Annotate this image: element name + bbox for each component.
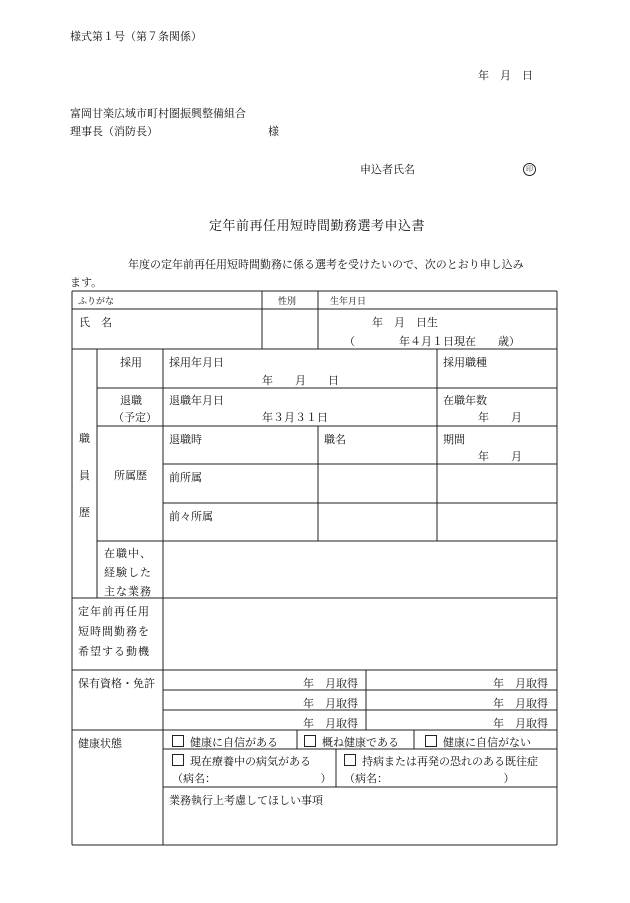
tenure-label: 在職年数	[443, 394, 487, 407]
career-label-3: 歴	[79, 506, 90, 519]
gender-label: 性別	[278, 297, 297, 307]
license-acq-3r: 年 月取得	[493, 717, 548, 730]
seal-mark: 印	[523, 161, 536, 176]
furigana-label: ふりがな	[78, 297, 115, 307]
disease-name-right: （病名： ）	[344, 772, 515, 785]
at-retire-label: 退職時	[169, 433, 202, 446]
retire-date-label: 退職年月日	[169, 394, 224, 407]
sama-suffix: 様	[268, 125, 279, 138]
checkbox-icon[interactable]	[425, 735, 437, 747]
hire-type-label: 採用職種	[443, 356, 487, 369]
duties-line-2: 経験した	[104, 566, 152, 579]
addressee: 理事長（消防長）	[70, 125, 158, 138]
health-option-not-confident-label: 健康に自信がない	[443, 736, 531, 749]
motive-line-1: 定年前再任用	[78, 605, 150, 618]
retire-date-value: 年３月３１日	[262, 411, 328, 424]
health-option-not-confident[interactable]	[425, 734, 531, 750]
prev2-affiliation-label: 前々所属	[169, 510, 213, 523]
health-option-under-treatment[interactable]	[172, 753, 311, 769]
form-number: 様式第１号（第７条関係）	[70, 30, 202, 43]
birth-date-value: 年 月 日生	[372, 316, 438, 329]
duties-line-1: 在職中、	[104, 547, 152, 560]
health-option-under-treatment-label: 現在療養中の病気がある	[190, 755, 311, 768]
checkbox-icon[interactable]	[172, 754, 184, 766]
hire-label: 採用	[120, 356, 142, 369]
health-option-mostly[interactable]	[304, 734, 399, 750]
motive-line-3: 希望する動機	[78, 645, 150, 658]
organization-name: 富岡甘楽広域市町村圏振興整備組合	[70, 107, 246, 120]
age-as-of: （ 年４月１日現在 歳）	[344, 335, 520, 348]
intro-line-1: 年度の定年前再任用短時間勤務に係る選考を受けたいので、次のとおり申し込み	[128, 258, 524, 271]
page-title: 定年前再任用短時間勤務選考申込書	[209, 219, 426, 234]
career-label-1: 職	[79, 432, 90, 445]
hire-date-value: 年 月 日	[262, 374, 339, 387]
date-line: 年 月 日	[478, 69, 533, 82]
health-option-confident[interactable]	[172, 734, 278, 750]
intro-line-2: ます。	[70, 276, 103, 289]
health-option-confident-label: 健康に自信がある	[190, 736, 278, 749]
license-acq-2r: 年 月取得	[493, 697, 548, 710]
license-acq-1r: 年 月取得	[493, 677, 548, 690]
hire-date-label: 採用年月日	[169, 356, 224, 369]
career-label-2: 員	[79, 469, 90, 482]
disease-name-left: （病名： ）	[172, 772, 332, 785]
prev-affiliation-label: 前所属	[169, 471, 202, 484]
license-label: 保有資格・免許	[78, 677, 155, 690]
applicant-name-label: 申込者氏名	[360, 163, 415, 176]
name-label: 氏 名	[79, 316, 112, 329]
affiliation-label: 所属歴	[114, 469, 147, 482]
checkbox-icon[interactable]	[172, 735, 184, 747]
license-acq-3l: 年 月取得	[303, 717, 358, 730]
retire-label: 退職	[120, 394, 142, 407]
license-acq-1l: 年 月取得	[303, 677, 358, 690]
health-option-mostly-label: 概ね健康である	[322, 736, 399, 749]
period-label: 期間	[443, 433, 465, 446]
retire-planned-label: （予定）	[113, 411, 157, 424]
birthdate-label: 生年月日	[330, 297, 367, 307]
health-option-chronic[interactable]	[344, 753, 538, 769]
work-considerations-label: 業務執行上考慮してほしい事項	[169, 794, 323, 807]
tenure-value: 年 月	[478, 411, 522, 424]
checkbox-icon[interactable]	[304, 735, 316, 747]
post-label: 職名	[324, 433, 346, 446]
license-acq-2l: 年 月取得	[303, 697, 358, 710]
duties-line-3: 主な業務	[104, 585, 152, 598]
health-option-chronic-label: 持病または再発の恐れのある既往症	[362, 755, 538, 768]
period-value: 年 月	[478, 450, 522, 463]
checkbox-icon[interactable]	[344, 754, 356, 766]
motive-line-2: 短時間勤務を	[78, 625, 150, 638]
health-label: 健康状態	[78, 737, 122, 750]
